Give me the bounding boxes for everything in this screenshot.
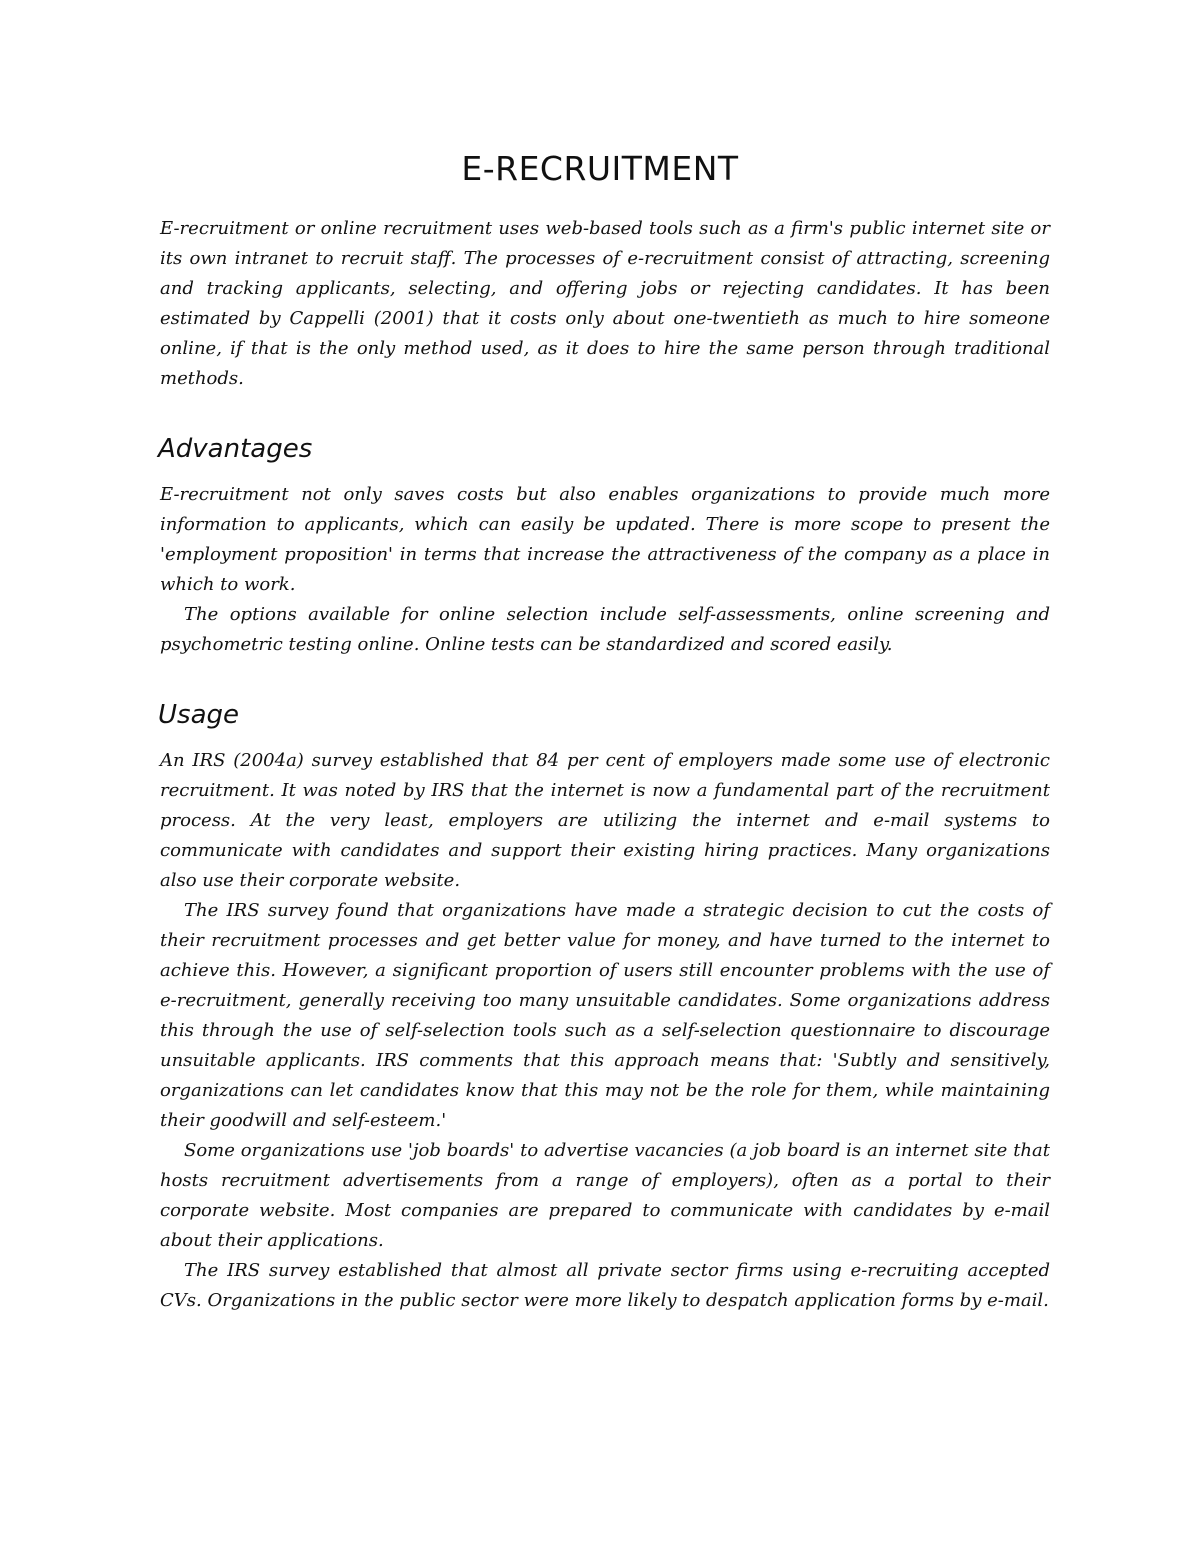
intro-section [160,214,1050,394]
usage-paragraph-4: The IRS survey established that almost all private sector firms using e-recruiting accepted CVs. Organizations in the public sector were more likely to despatch application forms by e-mail. [160,1260,1050,1311]
usage-section [160,746,1050,1316]
usage-paragraph-3: Some organizations use 'job boards' to advertise vacancies (a job board is an internet site that hosts recruitment advertisements from a range of employers), often as a portal to their corporate website. Most companies are prepared to communicate with candidates by e-mail about their applications. [160,1140,1050,1251]
page-title: E-RECRUITMENT [461,149,739,188]
advantages-paragraph-1: E-recruitment not only saves costs but also enables organizations to provide much more information to applicants, which can easily be updated. There is more scope to present the 'employment proposition' in terms that increase the attractiveness of the company as a place in which to work. [160,484,1050,595]
section-heading-advantages: Advantages [158,434,313,464]
usage-paragraph-1: An IRS (2004a) survey established that 84 per cent of employers made some use of electronic recruitment. It was noted by IRS that the internet is now a fundamental part of the recruitment process. At the very least, employers are utilizing the internet and e-mail systems to communicate with candidates and support their existing hiring practices. Many organizations also use their corporate website. [160,750,1050,891]
usage-paragraph-2: The IRS survey found that organizations have made a strategic decision to cut the costs of their recruitment processes and get better value for money, and have turned to the internet to achieve this. However, a significant proportion of users still encounter problems with the use of e-recruitment, generally receiving too many unsuitable candidates. Some organizations address this through the use of self-selection tools such as a self-selection questionnaire to discourage unsuitable applicants. IRS comments that this approach means that: 'Subtly and sensitively, organizations can let candidates know that this may not be the role for them, while maintaining their goodwill and self-esteem.' [160,900,1050,1131]
advantages-paragraph-2: The options available for online selection include self-assessments, online screening and psychometric testing online. Online tests can be standardized and scored easily. [160,604,1050,655]
section-heading-usage: Usage [158,700,240,730]
intro-paragraph: E-recruitment or online recruitment uses web-based tools such as a firm's public internet site or its own intranet to recruit staff. The processes of e-recruitment consist of attracting, screening and tracking applicants, selecting, and offering jobs or rejecting candidates. It has been estimated by Cappelli (2001) that it costs only about one-twentieth as much to hire someone online, if that is the only method used, as it does to hire the same person through traditional methods. [160,218,1050,389]
advantages-section [160,480,1050,660]
